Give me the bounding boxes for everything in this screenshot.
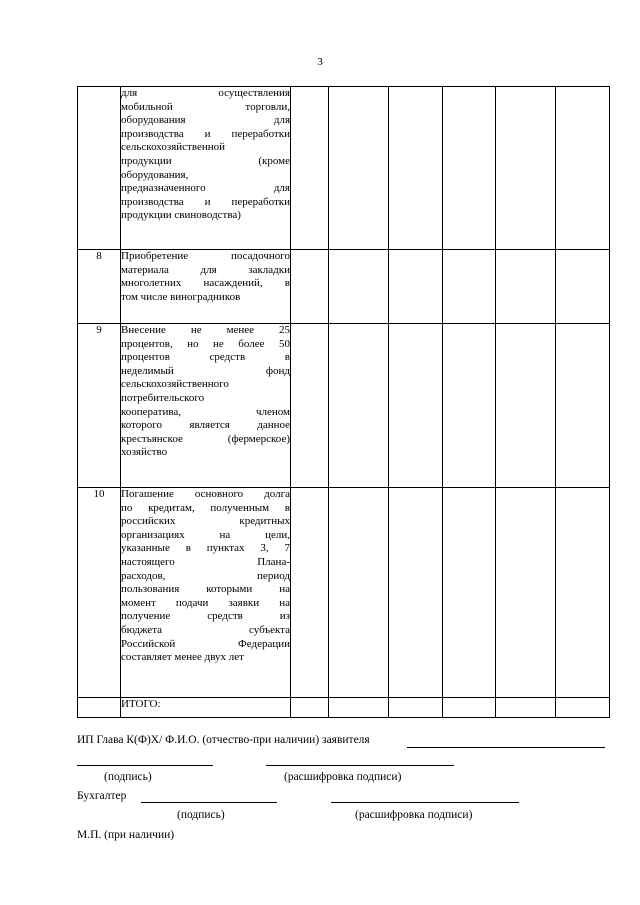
table-row bbox=[78, 488, 610, 698]
empty-cell[interactable] bbox=[389, 324, 443, 488]
description-line: производства и переработки bbox=[121, 127, 290, 140]
empty-cell[interactable] bbox=[556, 250, 610, 324]
accountant-label: Бухгалтер bbox=[77, 790, 127, 802]
row-description bbox=[121, 324, 291, 488]
description-line: хозяйство bbox=[121, 446, 168, 459]
table-row bbox=[78, 250, 610, 324]
empty-cell[interactable] bbox=[291, 488, 329, 698]
description-line: материала для закладки bbox=[121, 263, 290, 276]
description-line: пользования которыми на bbox=[121, 583, 290, 596]
description-line: Погашение основного долга bbox=[121, 488, 290, 500]
description-line: процентов средств в bbox=[121, 351, 290, 364]
empty-cell[interactable] bbox=[443, 698, 496, 718]
empty-cell[interactable] bbox=[443, 87, 496, 250]
row-number bbox=[78, 87, 121, 250]
empty-cell[interactable] bbox=[556, 488, 610, 698]
empty-cell[interactable] bbox=[496, 250, 556, 324]
accountant-signature-line bbox=[141, 802, 277, 803]
empty-cell[interactable] bbox=[389, 250, 443, 324]
description-line: Внесение не менее 25 bbox=[121, 324, 290, 336]
description-line: бюджета субъекта bbox=[121, 623, 290, 636]
empty-cell[interactable] bbox=[556, 87, 610, 250]
applicant-signature-caption: (подпись) bbox=[104, 771, 152, 783]
applicant-name-line bbox=[407, 747, 605, 748]
empty-cell[interactable] bbox=[291, 250, 329, 324]
description-line: Российской Федерации bbox=[121, 637, 290, 650]
description-line: многолетних насаждений, в bbox=[121, 277, 290, 290]
empty-cell[interactable] bbox=[291, 324, 329, 488]
empty-cell[interactable] bbox=[496, 324, 556, 488]
description-line: продукции свиноводства) bbox=[121, 209, 241, 222]
empty-cell[interactable] bbox=[329, 87, 389, 250]
empty-cell[interactable] bbox=[389, 488, 443, 698]
empty-cell[interactable] bbox=[443, 488, 496, 698]
description-line: производства и переработки bbox=[121, 195, 290, 208]
row-number: 9 bbox=[78, 324, 121, 488]
description-line: расходов, период bbox=[121, 569, 290, 582]
description-line: сельскохозяйственной bbox=[121, 141, 226, 154]
row-description bbox=[121, 698, 291, 718]
description-line: указанные в пунктах 3, 7 bbox=[121, 542, 290, 555]
stamp-label: М.П. (при наличии) bbox=[77, 829, 175, 841]
empty-cell[interactable] bbox=[389, 698, 443, 718]
description-line: неделимый фонд bbox=[121, 364, 290, 377]
description-line: момент подачи заявки на bbox=[121, 596, 290, 609]
description-line: которого является данное bbox=[121, 419, 290, 432]
description-line: крестьянское (фермерское) bbox=[121, 432, 290, 445]
accountant-decoding-line bbox=[331, 802, 519, 803]
page-number: 3 bbox=[317, 56, 323, 68]
empty-cell[interactable] bbox=[329, 488, 389, 698]
table-row bbox=[78, 698, 610, 718]
applicant-label: ИП Глава К(Ф)Х/ Ф.И.О. (отчество-при наличии) заявителя bbox=[77, 734, 370, 746]
description-line: кооператива, членом bbox=[121, 405, 290, 418]
description-line: настоящего Плана- bbox=[121, 555, 290, 568]
description-line: Приобретение посадочного bbox=[121, 250, 290, 262]
expense-plan-table bbox=[77, 86, 610, 718]
description-line: ИТОГО: bbox=[121, 698, 161, 710]
row-number: 8 bbox=[78, 250, 121, 324]
description-line: мобильной торговли, bbox=[121, 100, 290, 113]
description-line: по кредитам, полученным в bbox=[121, 501, 290, 514]
applicant-decoding-caption: (расшифровка подписи) bbox=[284, 771, 402, 783]
table-row bbox=[78, 87, 610, 250]
description-line: оборудования, bbox=[121, 168, 189, 181]
description-line: продукции (кроме bbox=[121, 154, 290, 167]
empty-cell[interactable] bbox=[496, 488, 556, 698]
description-line: для осуществления bbox=[121, 87, 290, 99]
row-number: 10 bbox=[78, 488, 121, 698]
applicant-decoding-line bbox=[266, 765, 454, 766]
empty-cell[interactable] bbox=[556, 698, 610, 718]
empty-cell[interactable] bbox=[556, 324, 610, 488]
description-line: оборудования для bbox=[121, 114, 290, 127]
accountant-decoding-caption: (расшифровка подписи) bbox=[355, 809, 473, 821]
empty-cell[interactable] bbox=[443, 250, 496, 324]
description-line: потребительского bbox=[121, 391, 205, 404]
description-line: предназначенного для bbox=[121, 182, 290, 195]
row-description bbox=[121, 488, 291, 698]
row-description bbox=[121, 250, 291, 324]
description-line: составляет менее двух лет bbox=[121, 651, 244, 664]
applicant-signature-line bbox=[77, 765, 213, 766]
description-line: организациях на цели, bbox=[121, 528, 290, 541]
empty-cell[interactable] bbox=[291, 87, 329, 250]
empty-cell[interactable] bbox=[329, 250, 389, 324]
empty-cell[interactable] bbox=[329, 698, 389, 718]
row-number bbox=[78, 698, 121, 718]
row-description bbox=[121, 87, 291, 250]
accountant-signature-caption: (подпись) bbox=[177, 809, 225, 821]
description-line: российских кредитных bbox=[121, 515, 290, 528]
description-line: том числе виноградников bbox=[121, 290, 241, 303]
empty-cell[interactable] bbox=[329, 324, 389, 488]
empty-cell[interactable] bbox=[389, 87, 443, 250]
description-line: сельскохозяйственного bbox=[121, 378, 229, 391]
description-line: процентов, но не более 50 bbox=[121, 337, 290, 350]
table-row bbox=[78, 324, 610, 488]
empty-cell[interactable] bbox=[496, 698, 556, 718]
empty-cell[interactable] bbox=[496, 87, 556, 250]
description-line: получение средств из bbox=[121, 610, 290, 623]
empty-cell[interactable] bbox=[443, 324, 496, 488]
empty-cell[interactable] bbox=[291, 698, 329, 718]
